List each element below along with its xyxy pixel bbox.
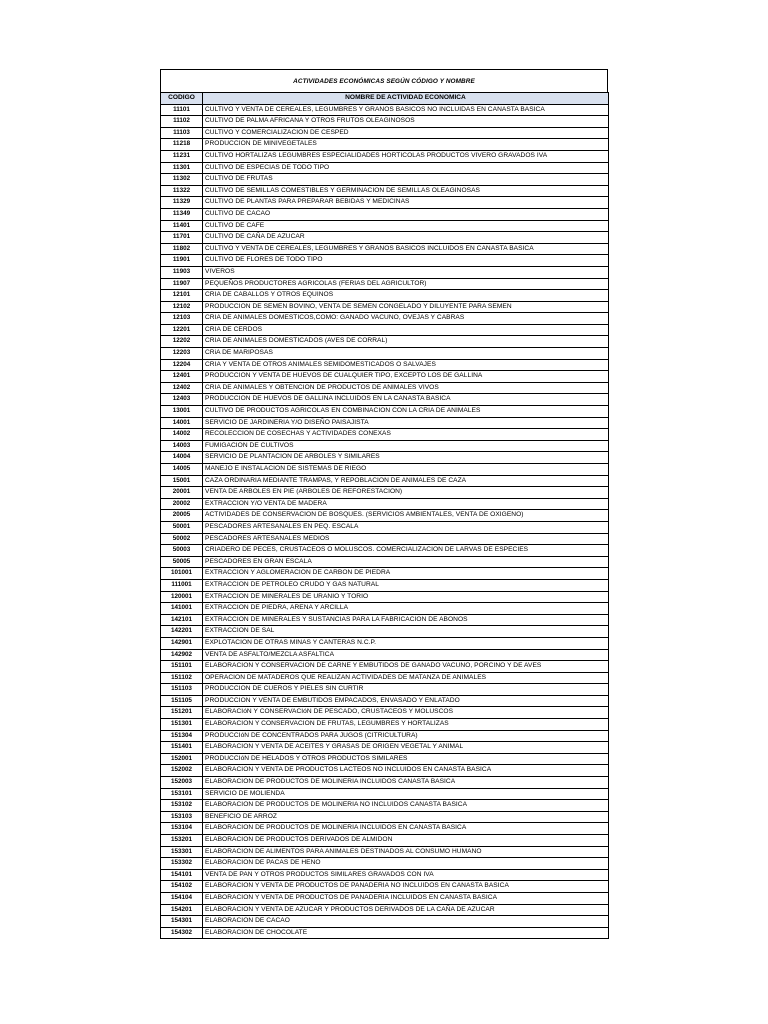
table-row [161, 695, 609, 707]
activity-name: CAZA ORDINARIA MEDIANTE TRAMPAS, Y REPOBLACION DE ANIMALES DE CAZA [203, 475, 609, 487]
table-row [161, 452, 609, 464]
activity-name: FUMIGACION DE CULTIVOS [203, 440, 609, 452]
activity-code: 142901 [161, 637, 203, 649]
table-row [161, 127, 609, 139]
table-row [161, 336, 609, 348]
table-row [161, 684, 609, 696]
activity-code: 11903 [161, 266, 203, 278]
activity-name: CULTIVO DE FRUTAS [203, 174, 609, 186]
table-row [161, 429, 609, 441]
activity-code: 154302 [161, 927, 203, 939]
activity-name: VIVEROS [203, 266, 609, 278]
table-row [161, 904, 609, 916]
activity-name: ELABORACION Y VENTA DE AZUCAR Y PRODUCTOS DERIVADOS DE LA CAÑA DE AZUCAR [203, 904, 609, 916]
activity-name: ELABORACION Y CONSERVACION DE CARNE Y EMBUTIDOS DE GANADO VACUNO, PORCINO Y DE AVES [203, 661, 609, 673]
table-row [161, 869, 609, 881]
activity-code: 120001 [161, 591, 203, 603]
table-row [161, 174, 609, 186]
activity-name: CULTIVO DE SEMILLAS COMESTIBLES Y GERMINACION DE SEMILLAS OLEAGINOSAS [203, 185, 609, 197]
activity-code: 12202 [161, 336, 203, 348]
activity-code: 11102 [161, 116, 203, 128]
activity-code: 101001 [161, 568, 203, 580]
activity-code: 152003 [161, 777, 203, 789]
activity-code: 50002 [161, 533, 203, 545]
activity-name: ELABORACION DE CHOCOLATE [203, 927, 609, 939]
table-row [161, 545, 609, 557]
activity-code: 12402 [161, 382, 203, 394]
activity-name: EXTRACCION Y AGLOMERACION DE CARBON DE PIEDRA [203, 568, 609, 580]
table-row [161, 846, 609, 858]
table-row [161, 858, 609, 870]
activity-name: CULTIVO DE CAÑA DE AZUCAR [203, 232, 609, 244]
activity-code: 142201 [161, 626, 203, 638]
activity-code: 151105 [161, 695, 203, 707]
table-row [161, 823, 609, 835]
table-row [161, 637, 609, 649]
activity-name: EXPLOTACION DE OTRAS MINAS Y CANTERAS N.C.P. [203, 637, 609, 649]
activity-code: 11322 [161, 185, 203, 197]
activity-name: SERVICIO DE PLANTACION DE ARBOLES Y SIMILARES [203, 452, 609, 464]
activity-code: 154201 [161, 904, 203, 916]
activity-name: EXTRACCION DE SAL [203, 626, 609, 638]
activity-code: 12103 [161, 313, 203, 325]
activity-name: PESCADORES EN GRAN ESCALA [203, 556, 609, 568]
table-row [161, 487, 609, 499]
activities-table [160, 92, 609, 939]
activity-code: 12201 [161, 324, 203, 336]
table-row [161, 521, 609, 533]
activity-code: 154104 [161, 892, 203, 904]
activity-code: 15001 [161, 475, 203, 487]
activity-code: 151103 [161, 684, 203, 696]
code-column-header: CODIGO [161, 93, 203, 105]
activity-name: ELABORACION DE CACAO [203, 916, 609, 928]
table-row [161, 788, 609, 800]
activity-code: 11329 [161, 197, 203, 209]
sheet-title: ACTIVIDADES ECONÓMICAS SEGÚN CÓDIGO Y NOMBRE [160, 69, 608, 92]
activity-code: 111001 [161, 579, 203, 591]
activity-name: PESCADORES ARTESANALES EN PEQ. ESCALA [203, 521, 609, 533]
activity-code: 154301 [161, 916, 203, 928]
activity-name: ELABORACION Y VENTA DE PRODUCTOS LACTEOS NO INCLUIDOS EN CANASTA BASICA [203, 765, 609, 777]
activity-name: ELABORACION DE PRODUCTOS DE MOLINERIA INCLUIDOS CANASTA BASICA [203, 777, 609, 789]
table-row [161, 510, 609, 522]
activity-name: EXTRACCION DE PIEDRA, ARENA Y ARCILLA [203, 603, 609, 615]
table-row [161, 556, 609, 568]
table-row [161, 753, 609, 765]
activity-name: OPERACION DE MATADEROS QUE REALIZAN ACTIVIDADES DE MATANZA DE ANIMALES [203, 672, 609, 684]
table-row [161, 927, 609, 939]
activity-code: 153201 [161, 835, 203, 847]
activity-code: 153101 [161, 788, 203, 800]
activity-name: CULTIVO DE PLANTAS PARA PREPARAR BEBIDAS Y MEDICINAS [203, 197, 609, 209]
activity-code: 153301 [161, 846, 203, 858]
table-row [161, 765, 609, 777]
table-row [161, 243, 609, 255]
activity-code: 50003 [161, 545, 203, 557]
table-row [161, 290, 609, 302]
activity-code: 11701 [161, 232, 203, 244]
table-row [161, 348, 609, 360]
table-row [161, 881, 609, 893]
table-row [161, 568, 609, 580]
table-row [161, 208, 609, 220]
activity-name: PRODUCCIóN DE HELADOS Y OTROS PRODUCTOS SIMILARES [203, 753, 609, 765]
activity-name: CULTIVO HORTALIZAS LEGUMBRES ESPECIALIDADES HORTICOLAS PRODUCTOS VIVERO GRAVADOS IVA [203, 150, 609, 162]
table-row [161, 661, 609, 673]
activity-name: ELABORACION DE PRODUCTOS DE MOLINERIA INCLUIDOS EN CANASTA BASICA [203, 823, 609, 835]
table-row [161, 359, 609, 371]
table-row [161, 672, 609, 684]
table-row [161, 417, 609, 429]
activity-code: 20001 [161, 487, 203, 499]
activity-name: ELABORACION DE PRODUCTOS DERIVADOS DE ALMIDON [203, 835, 609, 847]
activity-code: 154101 [161, 869, 203, 881]
table-row [161, 406, 609, 418]
table-row [161, 533, 609, 545]
activity-code: 151401 [161, 742, 203, 754]
activity-name: CRiA DE MARIPOSAS [203, 348, 609, 360]
table-row [161, 614, 609, 626]
activity-code: 11901 [161, 255, 203, 267]
table-row [161, 139, 609, 151]
activity-code: 12403 [161, 394, 203, 406]
activity-name: SERVICIO DE MOLIENDA [203, 788, 609, 800]
activity-name: ACTIVIDADES DE CONSERVACION DE BOSQUES. (SERVICIOS AMBIENTALES, VENTA DE OXIGENO) [203, 510, 609, 522]
activity-name: CULTIVO DE CACAO [203, 208, 609, 220]
activity-name: PRODUCCION DE CUEROS Y PIELES SIN CURTIR [203, 684, 609, 696]
activity-code: 50005 [161, 556, 203, 568]
activity-name: ELABORACION Y VENTA DE PRODUCTOS DE PANADERIA NO INCLUIDOS EN CANASTA BASICA [203, 881, 609, 893]
activity-name: CULTIVO DE FLORES DE TODO TIPO [203, 255, 609, 267]
activity-code: 11302 [161, 174, 203, 186]
activity-name: BENEFICIO DE ARROZ [203, 811, 609, 823]
activity-code: 153102 [161, 800, 203, 812]
table-row [161, 371, 609, 383]
table-body [161, 104, 609, 939]
table-row [161, 707, 609, 719]
activity-name: VENTA DE ARBOLES EN PIE (ARBOLES DE REFORESTACION) [203, 487, 609, 499]
name-column-header: NOMBRE DE ACTIVIDAD ECONOMICA [203, 93, 609, 105]
activity-code: 14004 [161, 452, 203, 464]
activity-name: ELABORACION Y CONSERVACION DE FRUTAS, LEGUMBRES Y HORTALIZAS [203, 719, 609, 731]
activity-code: 14002 [161, 429, 203, 441]
table-row [161, 579, 609, 591]
table-row [161, 220, 609, 232]
activity-code: 153302 [161, 858, 203, 870]
activity-code: 12401 [161, 371, 203, 383]
activity-name: PRODUCCIóN DE CONCENTRADOS PARA JUGOS (CITRICULTURA) [203, 730, 609, 742]
activity-code: 151101 [161, 661, 203, 673]
table-row [161, 266, 609, 278]
table-row [161, 324, 609, 336]
table-row [161, 150, 609, 162]
table-row [161, 440, 609, 452]
activity-name: CRIA DE ANIMALES Y OBTENCION DE PRODUCTOS DE ANIMALES VIVOS [203, 382, 609, 394]
activity-code: 151102 [161, 672, 203, 684]
activity-name: EXTRACCION DE MINERALES Y SUSTANCIAS PARA LA FABRICACION DE ABONOS [203, 614, 609, 626]
activity-code: 142101 [161, 614, 203, 626]
activity-code: 12203 [161, 348, 203, 360]
activity-name: PEQUEÑOS PRODUCTORES AGRICOLAS (FERIAS DEL AGRICULTOR) [203, 278, 609, 290]
activity-name: CRIA DE ANIMALES DOMESTICADOS (AVES DE CORRAL) [203, 336, 609, 348]
table-row [161, 719, 609, 731]
activity-name: PRODUCCION DE MINIVEGETALES [203, 139, 609, 151]
table-row [161, 162, 609, 174]
table-row [161, 835, 609, 847]
table-row [161, 811, 609, 823]
activity-code: 141001 [161, 603, 203, 615]
activity-name: CULTIVO DE PRODUCTOS AGRICOLAS EN COMBINACION CON LA CRIA DE ANIMALES [203, 406, 609, 418]
activity-code: 11907 [161, 278, 203, 290]
table-row [161, 603, 609, 615]
activity-name: PESCADORES ARTESANALES MEDIOS [203, 533, 609, 545]
activity-code: 14001 [161, 417, 203, 429]
activity-code: 11231 [161, 150, 203, 162]
table-row [161, 278, 609, 290]
activity-code: 50001 [161, 521, 203, 533]
activity-code: 13001 [161, 406, 203, 418]
activity-name: ELABORACION DE PACAS DE HENO [203, 858, 609, 870]
table-row [161, 382, 609, 394]
activity-name: CULTIVO DE PALMA AFRICANA Y OTROS FRUTOS OLEAGINOSOS [203, 116, 609, 128]
activity-code: 20005 [161, 510, 203, 522]
activity-name: EXTRACCION DE MINERALES DE URANIO Y TORIO [203, 591, 609, 603]
table-row [161, 394, 609, 406]
activity-code: 151201 [161, 707, 203, 719]
activity-name: VENTA DE PAN Y OTROS PRODUCTOS SIMILARES GRAVADOS CON IVA [203, 869, 609, 881]
activity-code: 152001 [161, 753, 203, 765]
activity-name: PRODUCCION DE SEMEN BOVINO, VENTA DE SEMEN CONGELADO Y DILUYENTE PARA SEMEN [203, 301, 609, 313]
activity-name: CRIA DE CABALLOS Y OTROS EQUINOS [203, 290, 609, 302]
table-row [161, 916, 609, 928]
table-row [161, 232, 609, 244]
activity-code: 11103 [161, 127, 203, 139]
activity-code: 11349 [161, 208, 203, 220]
activity-name: ELABORACION Y VENTA DE ACEITES Y GRASAS DE ORIGEN VEGETAL Y ANIMAL [203, 742, 609, 754]
activity-code: 11218 [161, 139, 203, 151]
activity-name: VENTA DE ASFALTO/MEZCLA ASFALTICA [203, 649, 609, 661]
table-row [161, 730, 609, 742]
activity-code: 152002 [161, 765, 203, 777]
activity-code: 12101 [161, 290, 203, 302]
activity-name: MANEJO E INSTALACION DE SISTEMAS DE RIEGO [203, 464, 609, 476]
activity-name: SERVICIO DE JARDINERIA Y/O DISEÑO PAISAJISTA [203, 417, 609, 429]
activity-name: CRIA DE ANIMALES DOMESTICOS,COMO: GANADO VACUNO, OVEJAS Y CABRAS [203, 313, 609, 325]
activity-code: 11401 [161, 220, 203, 232]
activity-name: PRODUCCION DE HUEVOS DE GALLINA INCLUIDOS EN LA CANASTA BASICA [203, 394, 609, 406]
activity-name: ELABORACIóN Y CONSERVACIóN DE PESCADO, CRUSTACEOS Y MOLUSCOS [203, 707, 609, 719]
table-row [161, 777, 609, 789]
activity-code: 11101 [161, 104, 203, 116]
activity-code: 151301 [161, 719, 203, 731]
activity-name: PRODUCCION Y VENTA DE EMBUTIDOS EMPACADOS, ENVASADO Y ENLATADO [203, 695, 609, 707]
activity-code: 12204 [161, 359, 203, 371]
activity-name: CRIA DE CERDOS [203, 324, 609, 336]
table-row [161, 255, 609, 267]
activity-code: 14005 [161, 464, 203, 476]
activity-code: 153103 [161, 811, 203, 823]
table-row [161, 197, 609, 209]
table-row [161, 301, 609, 313]
activity-code: 142902 [161, 649, 203, 661]
activity-name: CULTIVO Y VENTA DE CEREALES, LEGUMBRES Y GRANOS BASICOS INCLUIDOS EN CANASTA BASICA [203, 243, 609, 255]
table-row [161, 742, 609, 754]
activity-code: 153104 [161, 823, 203, 835]
activity-code: 11301 [161, 162, 203, 174]
activity-name: CRIADERO DE PECES, CRUSTACEOS O MOLUSCOS. COMERCIALIZACION DE LARVAS DE ESPECIES [203, 545, 609, 557]
activity-name: EXTRACCION Y/O VENTA DE MADERA [203, 498, 609, 510]
table-row [161, 116, 609, 128]
activity-name: ELABORACION Y VENTA DE PRODUCTOS DE PANADERIA INCLUIDOS EN CANASTA BASICA [203, 892, 609, 904]
activity-name: CULTIVO DE CAFE [203, 220, 609, 232]
activity-code: 14003 [161, 440, 203, 452]
activity-name: CULTIVO DE ESPECIAS DE TODO TIPO [203, 162, 609, 174]
activity-name: ELABORACION DE ALIMENTOS PARA ANIMALES DESTINADOS AL CONSUMO HUMANO [203, 846, 609, 858]
activity-code: 11802 [161, 243, 203, 255]
activity-name: CRIA Y VENTA DE OTROS ANIMALES SEMIDOMESTICADOS O SALVAJES [203, 359, 609, 371]
activity-code: 154102 [161, 881, 203, 893]
activity-name: CULTIVO Y COMERCIALIZACION DE CESPED [203, 127, 609, 139]
table-row [161, 498, 609, 510]
table-row [161, 649, 609, 661]
activities-sheet [160, 69, 608, 939]
table-row [161, 591, 609, 603]
table-row [161, 464, 609, 476]
table-row [161, 626, 609, 638]
table-row [161, 892, 609, 904]
table-row [161, 313, 609, 325]
table-row [161, 800, 609, 812]
activity-name: RECOLECCION DE COSECHAS Y ACTIVIDADES CONEXAS [203, 429, 609, 441]
activity-name: ELABORACION DE PRODUCTOS DE MOLINERIA NO INCLUIDOS CANASTA BASICA [203, 800, 609, 812]
activity-code: 12102 [161, 301, 203, 313]
activity-code: 20002 [161, 498, 203, 510]
activity-name: PRODUCCION Y VENTA DE HUEVOS DE CUALQUIER TIPO, EXCEPTO LOS DE GALLINA [203, 371, 609, 383]
activity-code: 151304 [161, 730, 203, 742]
table-row [161, 185, 609, 197]
header-row [161, 93, 609, 105]
table-row [161, 104, 609, 116]
table-row [161, 475, 609, 487]
activity-name: EXTRACCION DE PETROLEO CRUDO Y GAS NATURAL [203, 579, 609, 591]
activity-name: CULTIVO Y VENTA DE CEREALES, LEGUMBRES Y GRANOS BASICOS NO INCLUIDAS EN CANASTA BASICA [203, 104, 609, 116]
